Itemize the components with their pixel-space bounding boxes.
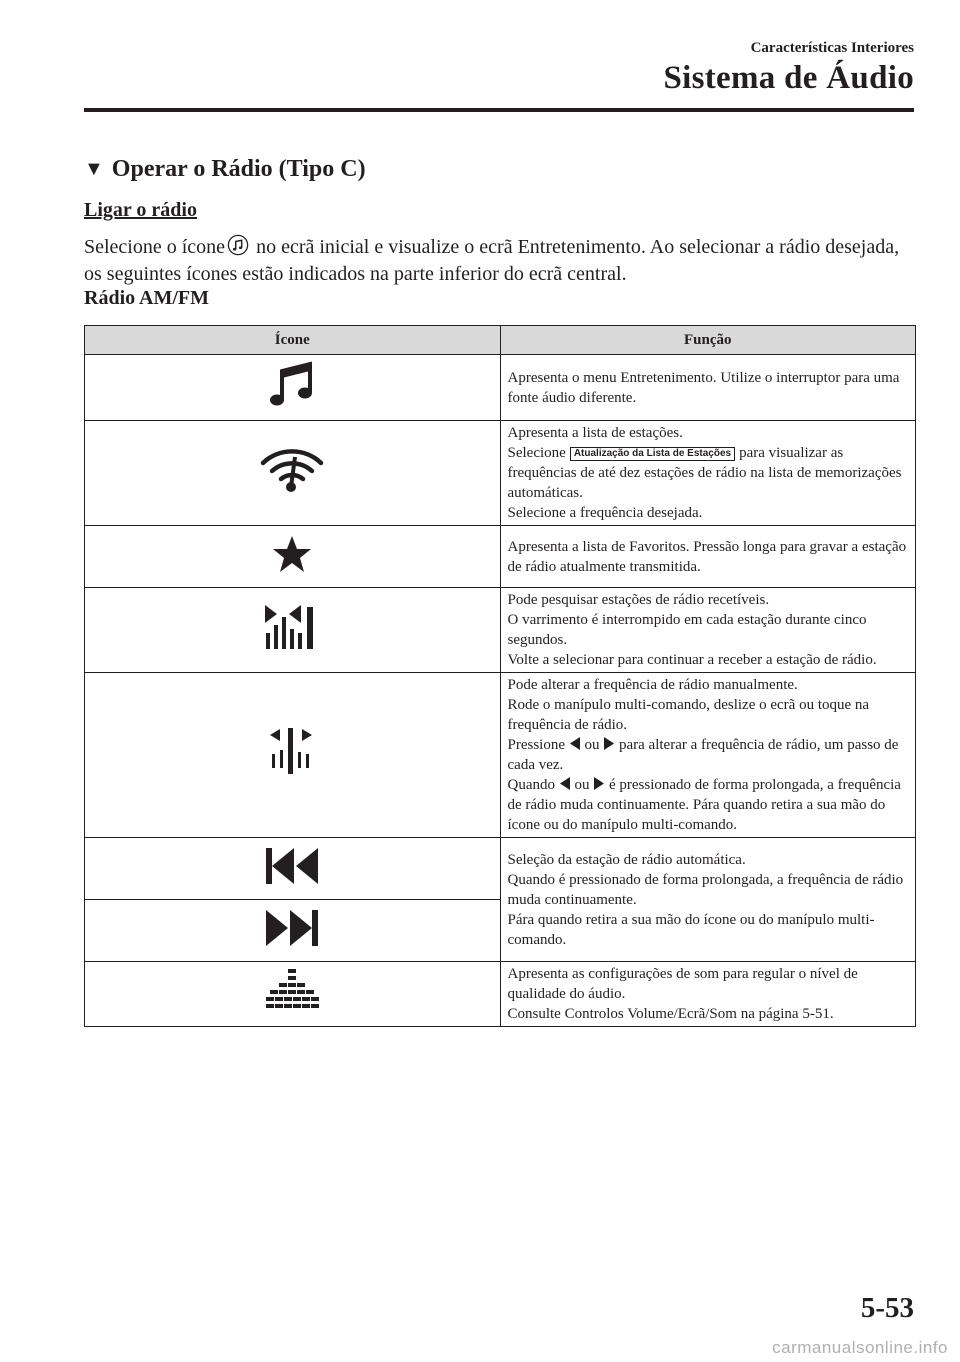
icon-function-table [84, 325, 916, 1027]
table-row [85, 673, 916, 838]
star-icon [272, 534, 312, 574]
row-description: Apresenta a lista de estações. [507, 425, 683, 441]
watermark: carmanualsonline.info [772, 1338, 948, 1357]
section-title [84, 156, 366, 183]
row-description: Pode pesquisar estações de rádio recetíveis. [507, 592, 770, 608]
triangle-right-icon [593, 777, 605, 790]
page-reference-link[interactable]: Consulte Controlos Volume/Ecrã/Som na página 5-51. [507, 1006, 834, 1022]
row-description: Seleção da estação de rádio automática. [507, 851, 746, 868]
row-description: Apresenta a lista de Favoritos. Pressão longa para gravar a estação de rádio atualmente transmitida. [507, 538, 907, 575]
press-text-2: ou [584, 737, 600, 753]
triangle-left-icon [569, 737, 581, 750]
section-title-text: Operar o Rádio (Tipo C) [111, 156, 366, 182]
section-marker: ▼ [84, 158, 104, 180]
column-header-function: Função [500, 326, 916, 355]
table-row [85, 588, 916, 673]
row-description: Apresenta o menu Entretenimento. Utilize o interruptor para uma fonte áudio diferente. [507, 369, 900, 406]
row-description: Pára quando retira a sua mão do ícone ou do manípulo multi-comando. [507, 911, 875, 948]
subheading: Ligar o rádio [84, 199, 197, 221]
select-prefix: Selecione [507, 445, 566, 461]
table-row [85, 355, 916, 421]
table-row [85, 962, 916, 1027]
triangle-right-icon [603, 737, 615, 750]
triangle-left-icon [559, 777, 571, 790]
press-text-3: para alterar a frequência de rádio, um passo de cada vez. [507, 737, 899, 773]
intro-paragraph [84, 234, 914, 288]
hold-text-1: Quando [507, 777, 555, 793]
equalizer-icon [264, 967, 320, 1015]
table-row [85, 421, 916, 526]
row-description: Rode o manípulo multi-comando, deslize o ecrã ou toque na frequência de rádio. [507, 697, 870, 733]
table-row [85, 526, 916, 588]
skip-forward-icon [264, 908, 320, 948]
column-header-icon: Ícone [85, 326, 501, 355]
scan-icon [263, 603, 321, 651]
row-description: Quando é pressionado de forma prolongada, a frequência de rádio muda continuamente. [507, 871, 904, 908]
band-label: Rádio AM/FM [84, 287, 209, 309]
station-list-icon [259, 447, 325, 493]
header-rule [84, 108, 914, 112]
header-kicker: Características Interiores [750, 40, 914, 56]
station-list-update-button[interactable]: Atualização da Lista de Estações [570, 447, 735, 461]
music-note-icon [227, 234, 249, 256]
hold-text-3: é pressionado de forma prolongada, a frequência de rádio muda continuamente. Pára quando retira a sua mão do ícone ou do manípulo multi-comando. [507, 777, 901, 833]
row-description: Apresenta as configurações de som para regular o nível de qualidade do áudio. [507, 966, 858, 1002]
table-header-row [85, 326, 916, 355]
row-description: Pode alterar a frequência de rádio manualmente. [507, 677, 798, 693]
select-suffix: para visualizar as frequências de até dez estações de rádio na lista de memorizações automáticas. [507, 445, 902, 501]
intro-part2: no ecrã inicial e visualize o ecrã Entretenimento. Ao selecionar a rádio desejada, os seguintes ícones estão indicados na parte inferior do ecrã central. [84, 236, 900, 285]
row-description: Volte a selecionar para continuar a receber a estação de rádio. [507, 652, 877, 668]
table-row [85, 838, 916, 900]
page-title: Sistema de Áudio [663, 60, 914, 96]
row-description: Selecione a frequência desejada. [507, 505, 703, 521]
row-description: O varrimento é interrompido em cada estação durante cinco segundos. [507, 612, 867, 648]
music-note-icon [268, 359, 316, 411]
page-number: 5-53 [860, 1292, 914, 1324]
intro-part1: Selecione o ícone [84, 236, 226, 258]
manual-tune-icon [268, 728, 316, 776]
skip-back-icon [264, 846, 320, 886]
hold-text-2: ou [574, 777, 590, 793]
press-text-1: Pressione [507, 737, 565, 753]
